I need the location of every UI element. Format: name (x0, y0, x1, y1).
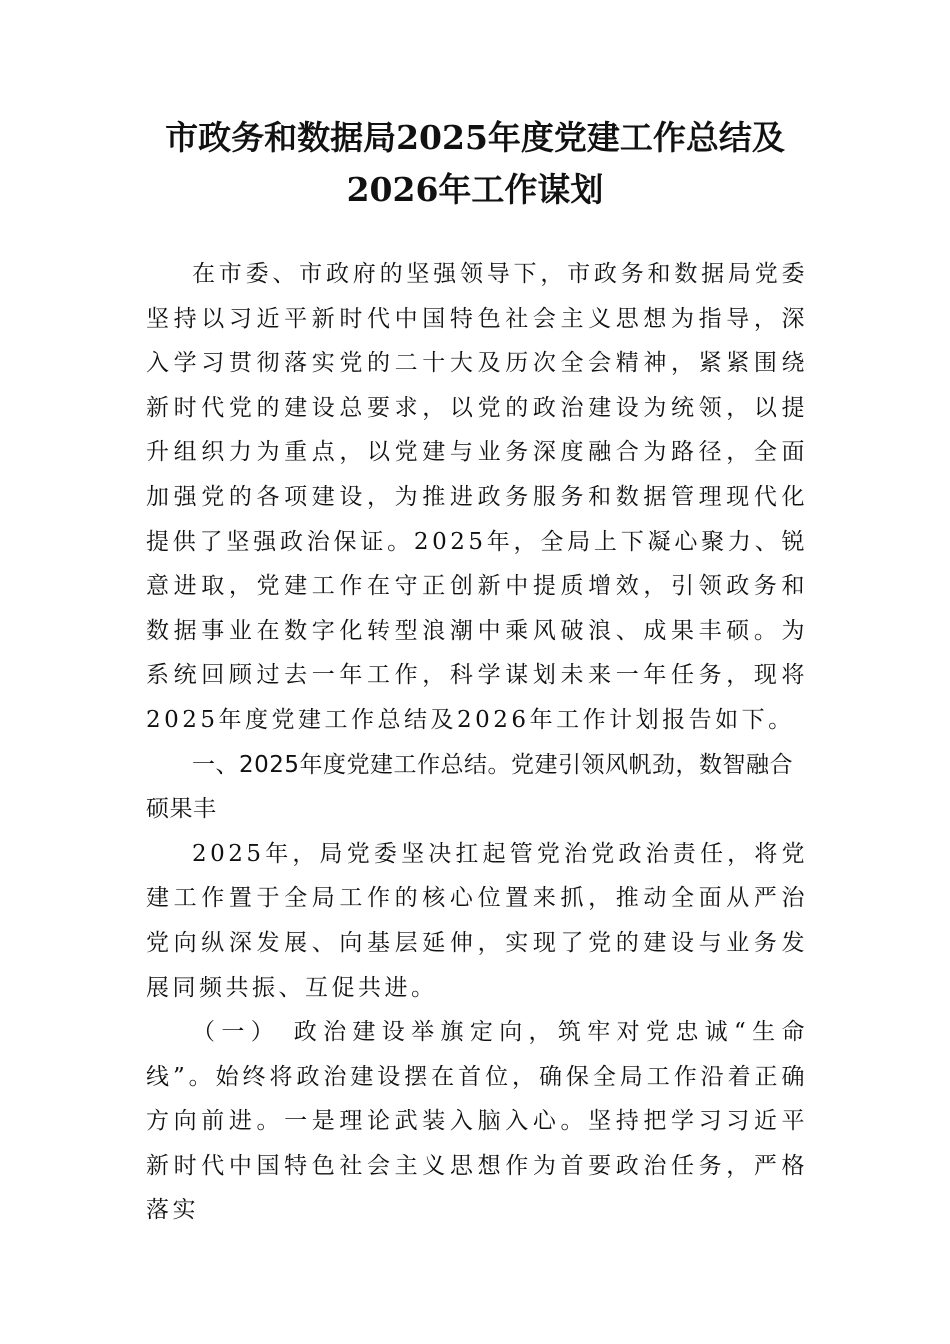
title-line-1: 市政务和数据局2025年度党建工作总结及 (165, 118, 785, 157)
intro-paragraph: 在市委、市政府的坚强领导下，市政务和数据局党委坚持以习近平新时代中国特色社会主义思想为指导，深入学习贯彻落实党的二十大及历次全会精神，紧紧围绕新时代党的建设总要求，以党的政治建设为统领，以提升组织力为重点，以党建与业务深度融合为路径，全面加强党的各项建设，为推进政务服务和数据管理现代化提供了坚强政治保证。2025年，全局上下凝心聚力、锐意进取，党建工作在守正创新中提质增效，引领政务和数据事业在数字化转型浪潮中乘风破浪、成果丰硕。为系统回顾过去一年工作，科学谋划未来一年任务，现将2025年度党建工作总结及2026年工作计划报告如下。 (146, 261, 808, 733)
subsection-1-paragraph: （一） 政治建设举旗定向，筑牢对党忠诚“生命线”。始终将政治建设摆在首位，确保全局工作沿着正确方向前进。一是理论武装入脑入心。坚持把学习习近平新时代中国特色社会主义思想作为首要政治任务，严格落实 (146, 1019, 808, 1224)
title-line-2: 2026年工作谋划 (346, 170, 604, 209)
section-1-paragraph: 2025年，局党委坚决扛起管党治党政治责任，将党建工作置于全局工作的核心位置来抓，推动全面从严治党向纵深发展、向基层延伸，实现了党的建设与业务发展同频共振、互促共进。 (146, 840, 808, 1001)
document-body (146, 252, 808, 1233)
document-title (120, 112, 830, 216)
section-1-heading: 一、2025年度党建工作总结。党建引领风帆劲，数智融合硕果丰 (146, 751, 794, 823)
